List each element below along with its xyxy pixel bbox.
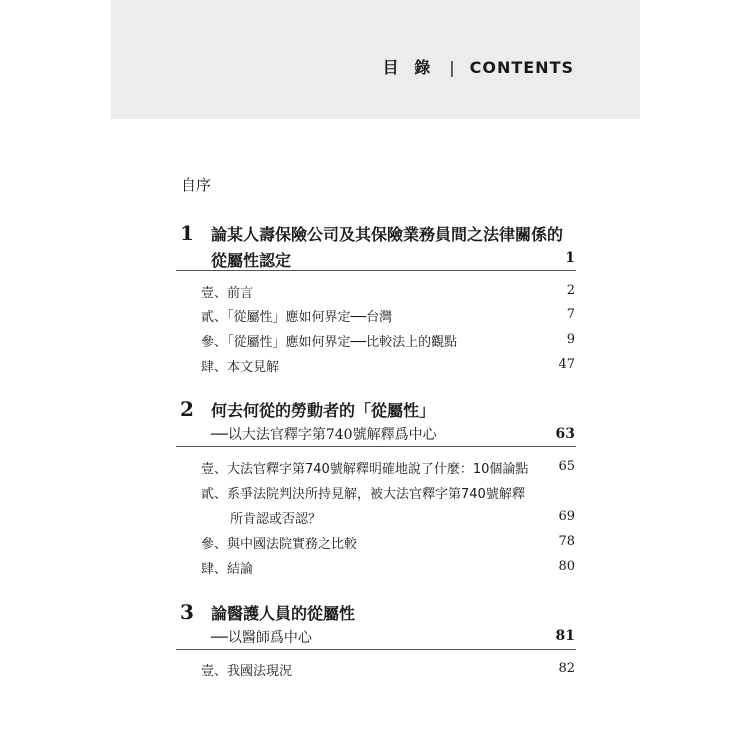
chapter-3-number: 3 <box>180 600 194 624</box>
heading-english: CONTENTS <box>469 58 574 77</box>
chapter-2-item-4[interactable]: 肆、結論 <box>201 562 254 577</box>
chapter-2-item-1-page: 65 <box>558 459 575 474</box>
chapter-1-item-1[interactable]: 壹、前言 <box>201 286 254 301</box>
chapter-1-item-1-page: 2 <box>566 283 575 298</box>
chapter-1-page: 1 <box>565 250 575 266</box>
chapter-2-item-2-page: 69 <box>558 509 575 524</box>
chapter-1-item-4-page: 47 <box>558 357 575 372</box>
preface-entry[interactable]: 自序 <box>181 176 212 194</box>
contents-heading <box>383 55 574 78</box>
chapter-3-subtitle[interactable]: ──以醫師爲中心 <box>211 630 312 646</box>
chapter-2-item-2-cont[interactable]: 所肯認或否認？ <box>230 512 322 527</box>
chapter-1-rule <box>176 270 576 271</box>
chapter-1-title-line1[interactable]: 論某人壽保險公司及其保險業務員間之法律關係的 <box>211 225 564 244</box>
chapter-1-item-2-page: 7 <box>566 307 575 322</box>
chapter-2-title[interactable]: 何去何從的勞動者的「從屬性」 <box>211 401 436 420</box>
chapter-1-item-3-page: 9 <box>566 332 575 347</box>
chapter-2-subtitle[interactable]: ──以大法官釋字第740號解釋爲中心 <box>211 427 437 443</box>
header-band <box>111 0 640 119</box>
chapter-2-item-4-page: 80 <box>558 559 575 574</box>
heading-chinese: 目 錄 <box>382 58 436 77</box>
chapter-3-item-1[interactable]: 壹、我國法現況 <box>201 664 293 679</box>
chapter-3-rule <box>176 649 576 650</box>
chapter-1-item-4[interactable]: 肆、本文見解 <box>201 360 280 375</box>
chapter-2-item-3-page: 78 <box>558 534 575 549</box>
heading-separator: | <box>449 58 456 77</box>
chapter-3-title[interactable]: 論醫護人員的從屬性 <box>211 604 356 623</box>
chapter-3-page: 81 <box>555 628 575 644</box>
chapter-2-item-2[interactable]: 貳、系爭法院判決所持見解，被大法官釋字第740號解釋 <box>201 487 525 502</box>
chapter-2-number: 2 <box>180 397 194 421</box>
chapter-2-item-1[interactable]: 壹、大法官釋字第740號解釋明確地說了什麼：10個論點 <box>201 462 529 477</box>
chapter-2-rule <box>176 446 576 447</box>
chapter-3-item-1-page: 82 <box>558 661 575 676</box>
chapter-1-title-line2[interactable]: 從屬性認定 <box>211 251 292 270</box>
chapter-1-item-3[interactable]: 參、「從屬性」應如何界定──比較法上的觀點 <box>201 335 458 350</box>
chapter-1-number: 1 <box>180 221 194 245</box>
chapter-2-page: 63 <box>555 426 575 442</box>
chapter-1-item-2[interactable]: 貳、「從屬性」應如何界定──台灣 <box>201 310 393 325</box>
chapter-2-item-3[interactable]: 參、與中國法院實務之比較 <box>201 537 358 552</box>
